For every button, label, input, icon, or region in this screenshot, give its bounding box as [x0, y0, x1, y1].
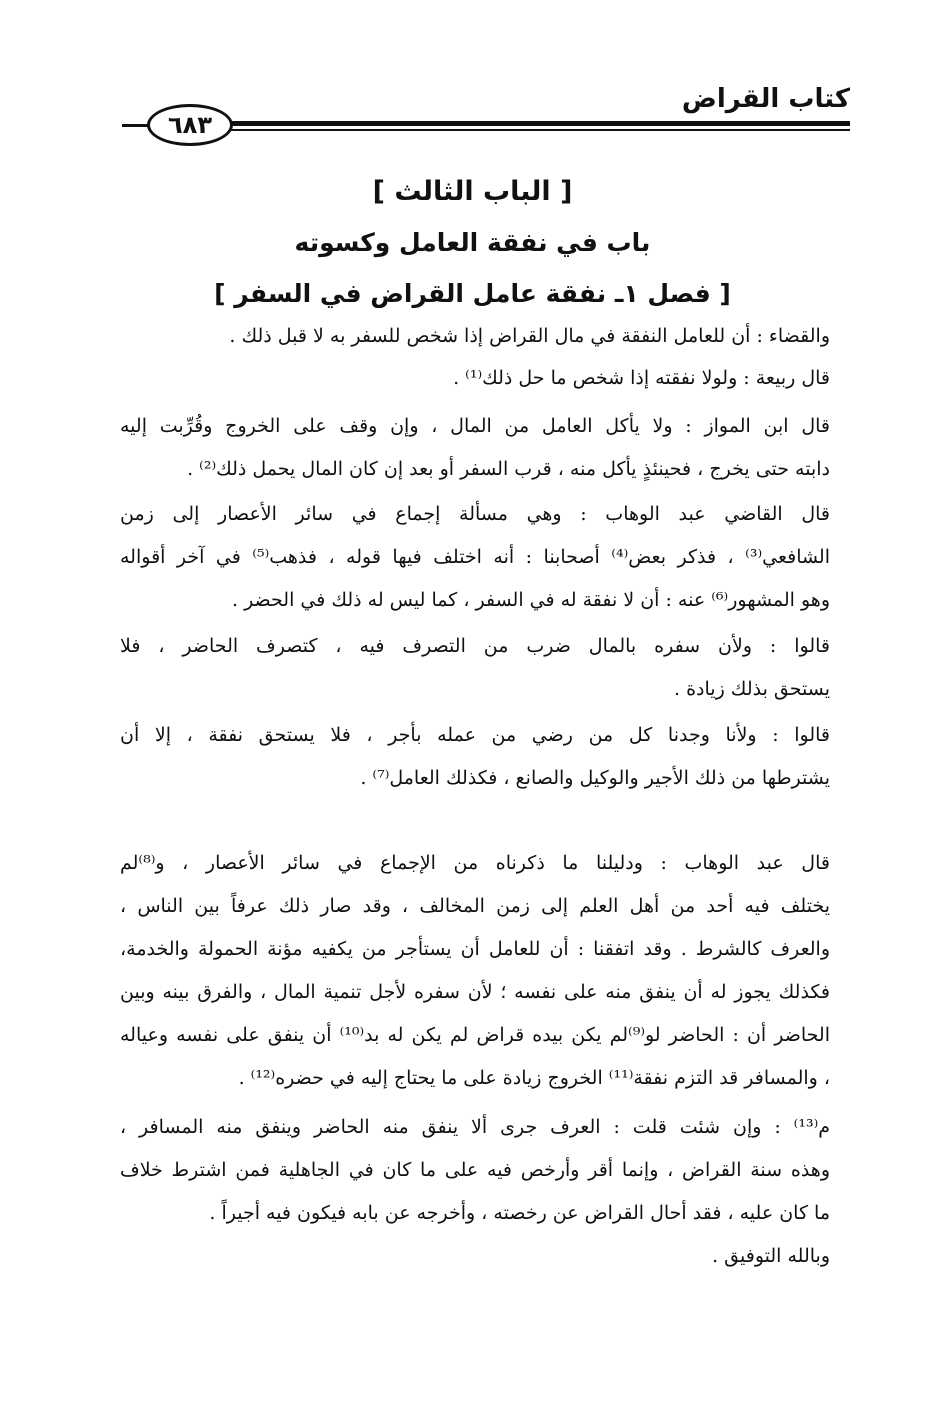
text-line: فكذلك يجوز له أن ينفق منه على نفسه ؛ لأن سفره لأجل تنمية المال ، والفرق بينه وبين: [120, 981, 830, 1003]
text-line: ، والمسافر قد التزم نفقة⁽¹¹⁾ الخروج زيادة على ما يحتاج إليه في حضره⁽¹²⁾ .: [238, 1067, 830, 1089]
text-line: يختلف فيه أحد من أهل العلم إلى زمن المخالف ، وقد صار ذلك عرفاً بين الناس ،: [120, 895, 830, 917]
page-number: ٦٨٣: [147, 104, 233, 146]
text-line: ما كان عليه ، فقد أحال القراض عن رخصته ، وأخرجه عن بابه فيكون فيه أجيراً .: [209, 1202, 830, 1224]
chapter-title: [ الباب الثالث ]: [372, 176, 573, 207]
text-line: وهو المشهور⁽⁶⁾ عنه : أن لا نفقة له في السفر ، كما ليس له ذلك في الحضر .: [231, 589, 830, 611]
text-line: قال ابن المواز : ولا يأكل العامل من المال ، وإن وقف على الخروج وقُرِّبت إليه: [120, 415, 830, 437]
text-line: الحاضر أن : الحاضر لو⁽⁹⁾لم يكن بيده قراض لم يكن له بد⁽¹⁰⁾ أن ينفق على نفسه وعياله: [120, 1024, 830, 1046]
text-line: الشافعي⁽³⁾ ، فذكر بعض⁽⁴⁾ أصحابنا : أنه اختلف فيها قوله ، فذهب⁽⁵⁾ في آخر أقواله: [120, 546, 830, 568]
text-line: وهذه سنة القراض ، وإنما أقر وأرخص فيه على ما كان في الجاهلية فمن اشترط خلاف: [120, 1159, 830, 1181]
text-line: قال ربيعة : ولولا نفقته إذا شخص ما حل ذلك⁽¹⁾ .: [453, 367, 830, 389]
text-line: وبالله التوفيق .: [712, 1245, 830, 1267]
text-line: دابته حتى يخرج ، فحينئذٍ يأكل منه ، قرب السفر أو بعد إن كان المال يحمل ذلك⁽²⁾ .: [187, 458, 830, 480]
header-rule-thick: [215, 121, 850, 126]
running-title: كتاب القراض: [681, 84, 850, 114]
section-title: باب في نفقة العامل وكسوته: [294, 228, 651, 257]
text-line: قالوا : ولأنا وجدنا كل من رضي من عمله بأجر ، فلا يستحق نفقة ، إلا أن: [120, 724, 830, 746]
header-rule-thin: [215, 129, 850, 131]
text-line: يستحق بذلك زيادة .: [674, 678, 830, 700]
text-line: يشترطها من ذلك الأجير والوكيل والصانع ، فكذلك العامل⁽⁷⁾ .: [360, 767, 830, 789]
text-line: قال عبد الوهاب : ودليلنا ما ذكرناه من الإجماع في سائر الأعصار ، و⁽⁸⁾لم: [120, 852, 830, 874]
text-line: والعرف كالشرط . وقد اتفقنا : أن للعامل أن يستأجر من يكفيه مؤنة الحمولة والخدمة،: [120, 938, 830, 960]
text-line: قالوا : ولأن سفره بالمال ضرب من التصرف فيه ، كتصرف الحاضر ، فلا: [120, 635, 830, 657]
subsection-title: [ فصل ١ـ نفقة عامل القراض في السفر ]: [214, 279, 731, 308]
text-line: قال القاضي عبد الوهاب : وهي مسألة إجماع في سائر الأعصار إلى زمن: [120, 503, 830, 525]
text-line: م⁽¹³⁾ : وإن شئت قلت : العرف جرى ألا ينفق منه الحاضر وينفق منه المسافر ،: [120, 1116, 830, 1138]
text-line: والقضاء : أن للعامل النفقة في مال القراض إذا شخص للسفر به لا قبل ذلك .: [229, 325, 830, 347]
